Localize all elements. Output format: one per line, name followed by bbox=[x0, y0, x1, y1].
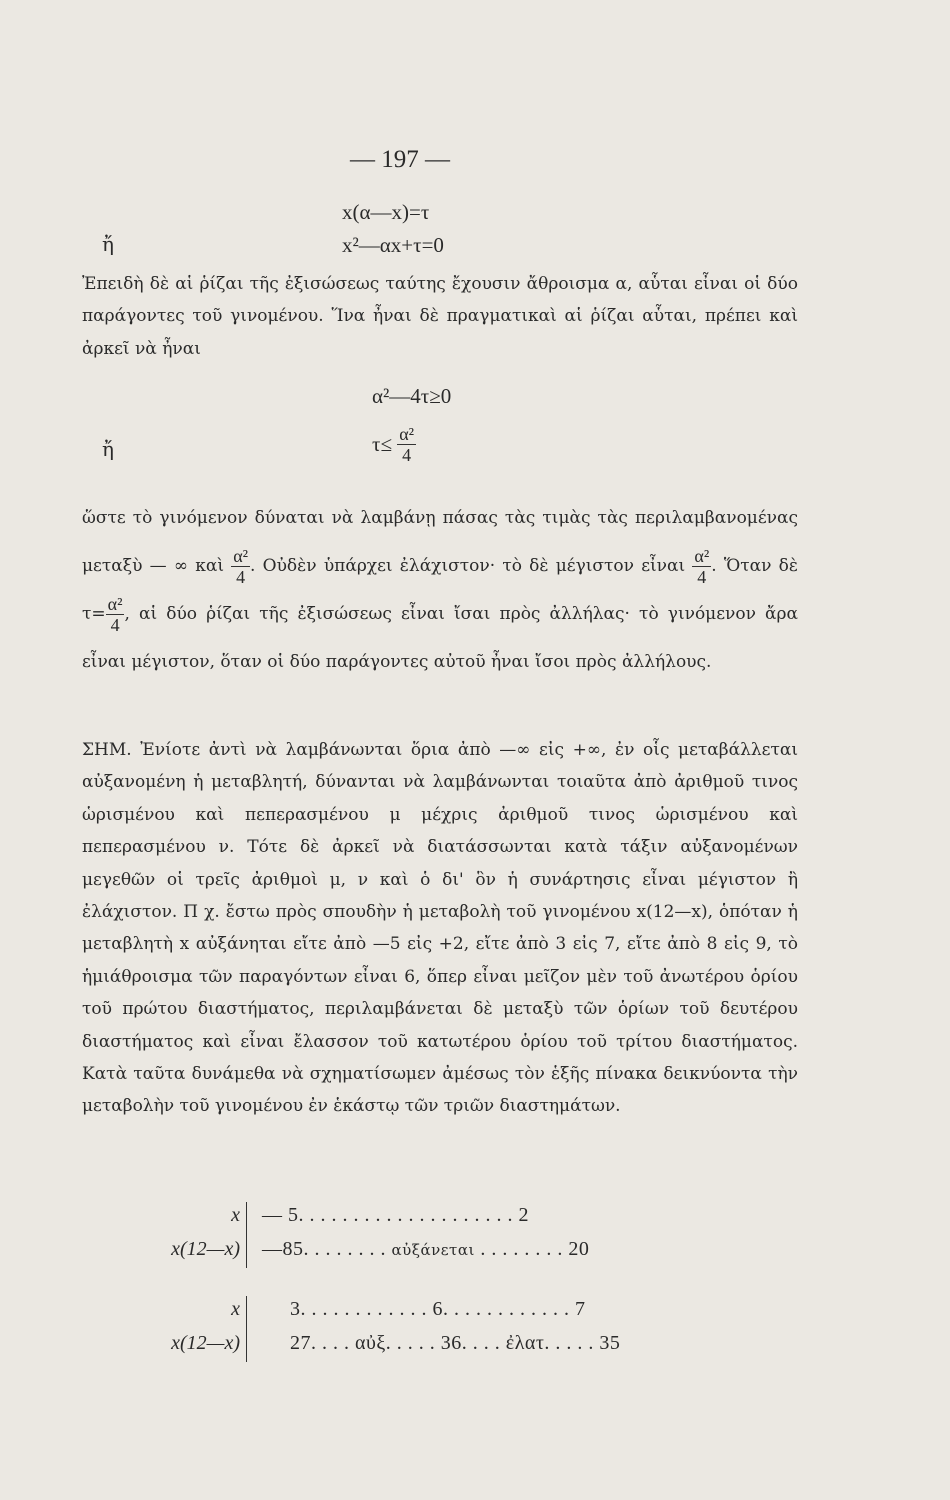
fraction-3 bbox=[106, 594, 125, 635]
fraction-2-num: α² bbox=[694, 546, 710, 566]
table-1-row-fx-word: αὐξάνεται bbox=[391, 1241, 475, 1259]
inequality-2 bbox=[372, 424, 416, 465]
table-1-row-fx bbox=[262, 1238, 589, 1261]
fraction-denominator: 4 bbox=[402, 445, 412, 465]
paragraph-2 bbox=[82, 494, 798, 686]
fraction-3-den: 4 bbox=[110, 615, 120, 635]
fraction-1-den: 4 bbox=[236, 567, 246, 587]
table-2-label-fx: x(12—x) bbox=[171, 1332, 240, 1354]
table-1-row-x: — 5. . . . . . . . . . . . . . . . . . . . 2 bbox=[262, 1204, 529, 1226]
fraction-2-den: 4 bbox=[697, 567, 707, 587]
table-1 bbox=[80, 1200, 700, 1276]
inequality-2-lhs: τ≤ bbox=[372, 432, 392, 456]
table-1-label-x: x bbox=[231, 1204, 240, 1226]
table-2-divider bbox=[246, 1296, 247, 1362]
paragraph-2-part-a: ὥστε τὸ γινόμενον δύναται νὰ λαμβάνῃ πάσας τὰς τιμὰς τὰς περιλαμβανομένας μεταξὺ — ∞ καὶ bbox=[82, 508, 798, 576]
table-2-row-fx: 27. . . . αὐξ. . . . . 36. . . . ἐλατ. . . . . 35 bbox=[290, 1332, 621, 1354]
fraction-alpha2-over-4 bbox=[397, 424, 416, 465]
fraction-1-num: α² bbox=[233, 546, 249, 566]
eta-marker-1: ἤ bbox=[102, 232, 114, 256]
fraction-1 bbox=[231, 546, 250, 587]
paragraph-2-part-b: . Οὐδὲν ὑπάρχει ἐλάχιστον· τὸ δὲ μέγιστον εἶναι bbox=[250, 556, 686, 576]
paragraph-3 bbox=[82, 734, 798, 1123]
paragraph-2-part-d: , αἱ δύο ῥίζαι τῆς ἐξισώσεως εἶναι ἴσαι πρὸς ἀλλήλας· τὸ γινόμενον ἄρα εἶναι μέγιστον, ὅταν οἱ δύο παράγοντες αὐτοῦ ἦναι ἴσοι πρὸς ἀλλήλους. bbox=[82, 604, 798, 672]
eta-marker-2: ἤ bbox=[102, 437, 114, 461]
table-2-label-x: x bbox=[231, 1298, 240, 1320]
page-number: — 197 — bbox=[350, 146, 450, 173]
equation-1: x(α—x)=τ bbox=[342, 200, 430, 224]
paragraph-1 bbox=[82, 268, 798, 365]
paragraph-2-part-c: . Ὅταν δὲ τ= bbox=[82, 556, 798, 624]
fraction-numerator: α² bbox=[399, 424, 415, 444]
table-1-row-fx-end: . . . . . . . . 20 bbox=[474, 1238, 590, 1260]
equation-2: x²—αx+τ=0 bbox=[342, 233, 444, 257]
table-1-row-fx-start: —85. . . . . . . . bbox=[262, 1238, 392, 1260]
paragraph-3-text: ΣΗΜ. Ἐνίοτε ἀντὶ νὰ λαμβάνωνται ὅρια ἀπὸ —∞ εἰς +∞, ἐν οἷς μεταβάλλεται αὐξανομένη ἡ μεταβλητή, δύνανται νὰ λαμβάνωνται τοιαῦτα ἀπὸ ἀριθμοῦ τινος ὡρισμένου καὶ πεπερασμένου μ μέχρις ἀριθμοῦ τινος ὡρισμένου καὶ πεπερασμένου ν. Τότε δὲ ἀρκεῖ νὰ διατάσσωνται κατὰ τάξιν αὐξανομένων μεγεθῶν οἱ τρεῖς ἀριθμοὶ μ, ν καὶ ὁ δι' ὃν ἡ συνάρτησις εἶναι μέγιστον ἢ ἐλάχιστον. Π χ. ἔστω πρὸς σπουδὴν ἡ μεταβολὴ τοῦ γινομένου x(12—x), ὁπόταν ἡ μεταβλητὴ x αὐξάνηται εἴτε ἀπὸ —5 εἰς +2, εἴτε ἀπὸ 3 εἰς 7, εἴτε ἀπὸ 8 εἰς 9, τὸ ἡμιάθροισμα τῶν παραγόντων εἶναι 6, ὅπερ εἶναι μεῖζον μὲν τοῦ ἀνωτέρου ὁρίου τοῦ πρώτου διαστήματος, περιλαμβάνεται δὲ μεταξὺ τῶν ὁρίων τοῦ δευτέρου διαστήματος καὶ εἶναι ἔλασσον τοῦ κατωτέρου ὁρίου τοῦ τρίτου διαστήματος. Κατὰ ταῦτα δυνάμεθα νὰ σχηματίσωμεν ἀμέσως τὸν ἑξῆς πίνακα δεικνύοντα τὴν μεταβολὴν τοῦ γινομένου ἐν ἑκάστῳ τῶν τριῶν διαστημάτων. bbox=[82, 740, 798, 1117]
table-2-row-x: 3. . . . . . . . . . . . 6. . . . . . . . . . . . 7 bbox=[290, 1298, 586, 1320]
table-1-divider bbox=[246, 1202, 247, 1268]
paragraph-1-text: Ἐπειδὴ δὲ αἱ ῥίζαι τῆς ἐξισώσεως ταύτης ἔχουσιν ἄθροισμα α, αὗται εἶναι οἱ δύο παράγοντες τοῦ γινομένου. Ἵνα ἦναι δὲ πραγματικαὶ αἱ ῥίζαι αὗται, πρέπει καὶ ἀρκεῖ νὰ ἦναι bbox=[82, 274, 798, 359]
fraction-3-num: α² bbox=[107, 594, 123, 614]
fraction-2 bbox=[692, 546, 711, 587]
table-1-label-fx: x(12—x) bbox=[171, 1238, 240, 1260]
inequality-1: α²—4τ≥0 bbox=[372, 384, 452, 408]
table-2 bbox=[80, 1294, 700, 1370]
